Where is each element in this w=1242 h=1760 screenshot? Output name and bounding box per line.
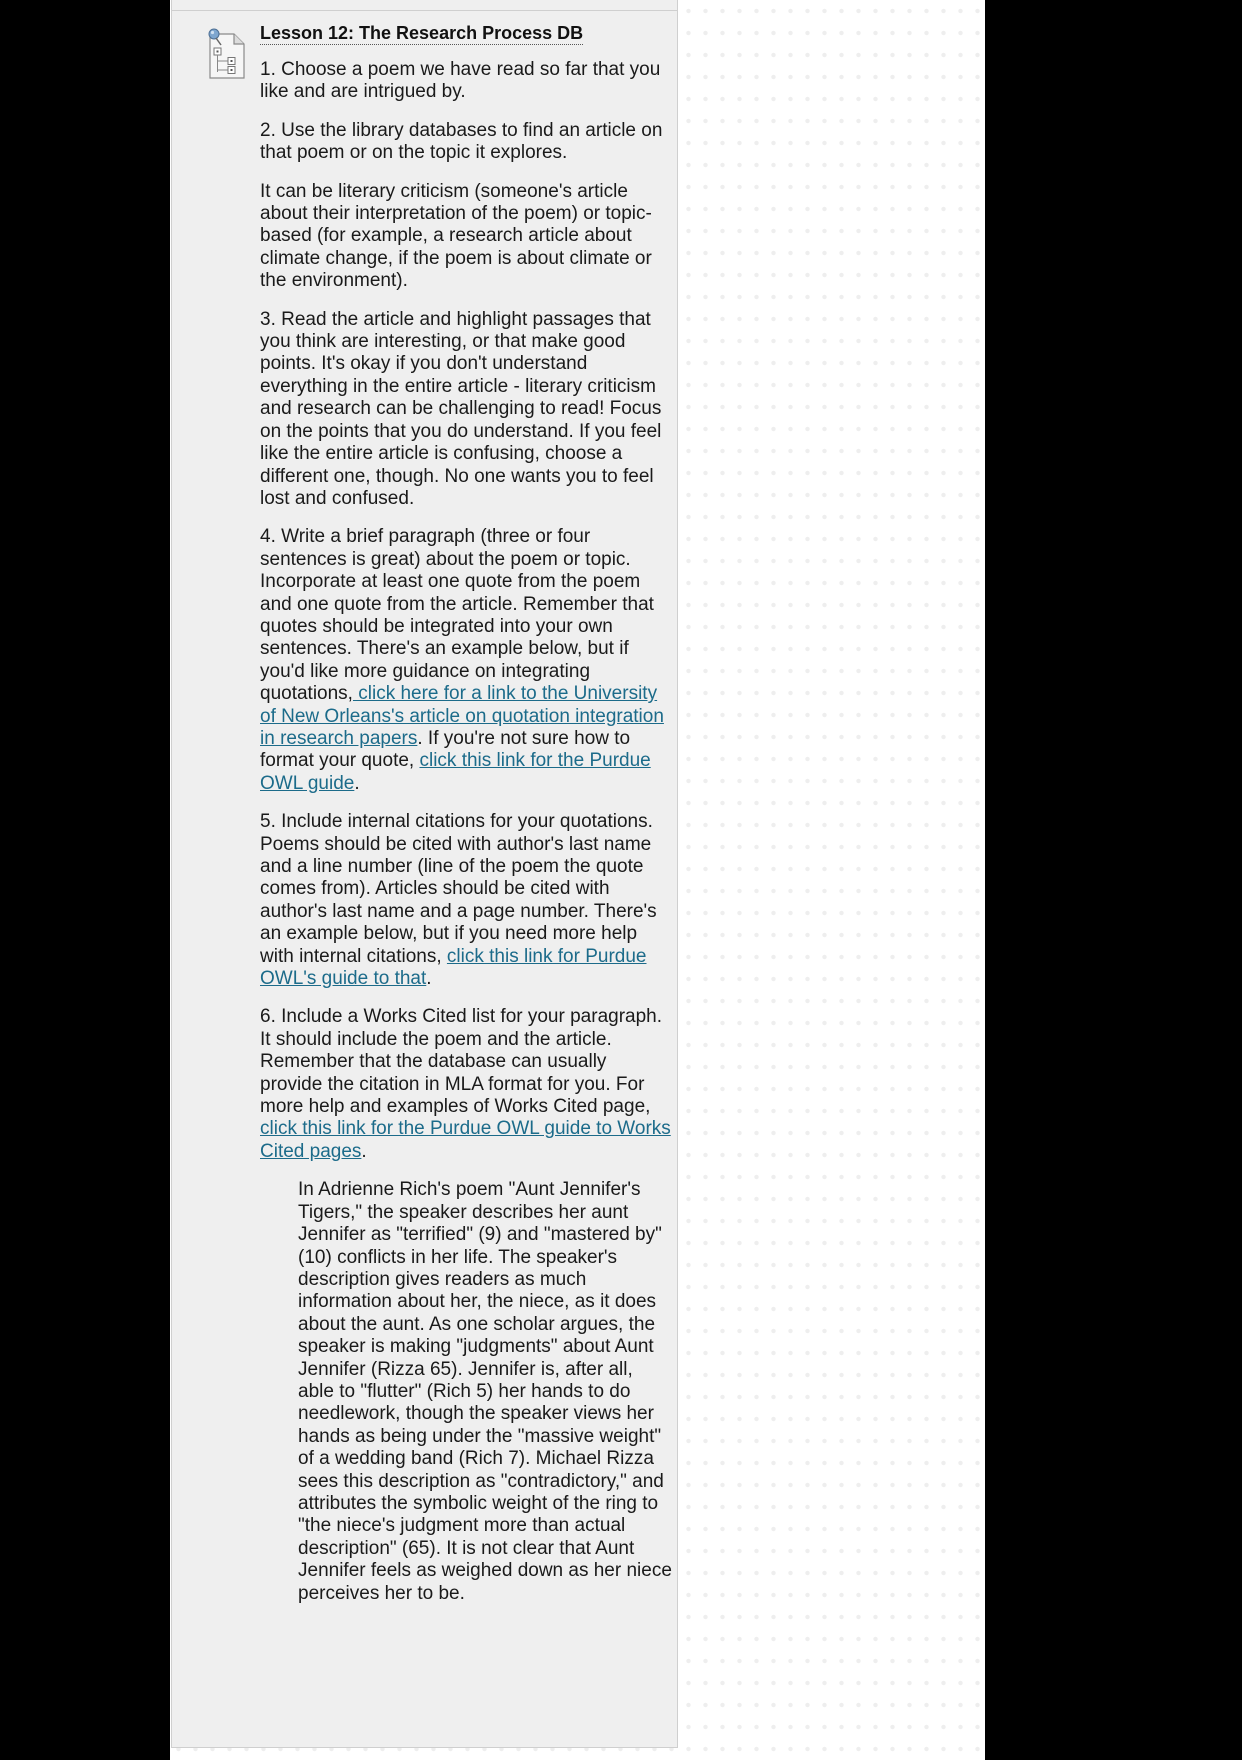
step-5: [260, 811, 672, 990]
step-3: 3. Read the article and highlight passages that you think are interesting, or that make good points. It's okay if you don't understand everything in the entire article - literary criticism and research can be challenging to read! Focus on the points that you do understand. If you feel like the entire article is confusing, choose a different one, though. No one wants you to feel lost and confused.: [260, 308, 662, 509]
step-2-detail: It can be literary criticism (someone's article about their interpretation of the poem) or topic-based (for example, a research article about climate change, if the poem is about climate or the environment).: [260, 180, 652, 292]
step-6-text-b: .: [361, 1140, 367, 1162]
step-4-text-a: 4. Write a brief paragraph (three or four sentences is great) about the poem or topic. Incorporate at least one quote from the poem and one quote from the article. Remember that quotes should be integrated into your own sentences. There's an example below, but if you'd like more guidance on integrating quotations,: [260, 526, 654, 705]
purdue-owl-citations-link[interactable]: click this link for Purdue OWL's guide to that: [260, 945, 647, 990]
purdue-owl-works-cited-link[interactable]: click this link for the Purdue OWL guide to Works Cited pages: [260, 1118, 671, 1162]
step-5-text-b: .: [426, 968, 432, 990]
uno-quotation-link[interactable]: click here for a link to the University of New Orleans's article on quotation integration in research papers: [260, 683, 664, 749]
step-6: [260, 1006, 672, 1163]
top-divider: [172, 10, 677, 11]
step-4-text-c: .: [354, 772, 360, 794]
item-title-link[interactable]: Lesson 12: The Research Process DB: [260, 23, 584, 43]
step-4-text-b: . If you're not sure how to format your quote,: [260, 727, 631, 772]
item-description: [260, 59, 672, 1605]
step-4: [260, 526, 672, 795]
content-item-card: [171, 0, 678, 1748]
step-1: 1. Choose a poem we have read so far that you like and are intrigued by.: [260, 59, 661, 103]
step-5-text-a: 5. Include internal citations for your quotations. Poems should be cited with author's last name and a line number (line of the poem the quote comes from). Articles should be cited with author's last name and a page number. There's an example below, but if you need more help with internal citations,: [260, 811, 657, 967]
example-paragraph: In Adrienne Rich's poem "Aunt Jennifer's Tigers," the speaker describes her aunt Jennifer as "terrified" (9) and "mastered by" (10) conflicts in her life. The speaker's description gives readers as much information about her, the niece, as it does about the aunt. As one scholar argues, the speaker is making "judgments" about Aunt Jennifer (Rizza 65). Jennifer is, after all, able to "flutter" (Rich 5) her hands to do needlework, though the speaker views her hands as being under the "massive weight" of a wedding band (Rich 7). Michael Rizza sees this description as "contradictory," and attributes the symbolic weight of the ring to "the niece's judgment more than actual description" (65). It is not clear that Aunt Jennifer feels as weighed down as her niece perceives her to be.: [298, 1179, 672, 1604]
step-6-text-a: 6. Include a Works Cited list for your paragraph. It should include the poem and the article. Remember that the database can usually provide the citation in MLA format for you. For more help and examples of Works Cited page,: [260, 1006, 663, 1118]
left-margin: [0, 0, 170, 1760]
step-2: 2. Use the library databases to find an article on that poem or on the topic it explores.: [260, 119, 663, 164]
discussion-board-icon: [204, 28, 248, 82]
right-margin: [985, 0, 1242, 1760]
purdue-owl-guide-link[interactable]: click this link for the Purdue OWL guide: [260, 750, 651, 794]
